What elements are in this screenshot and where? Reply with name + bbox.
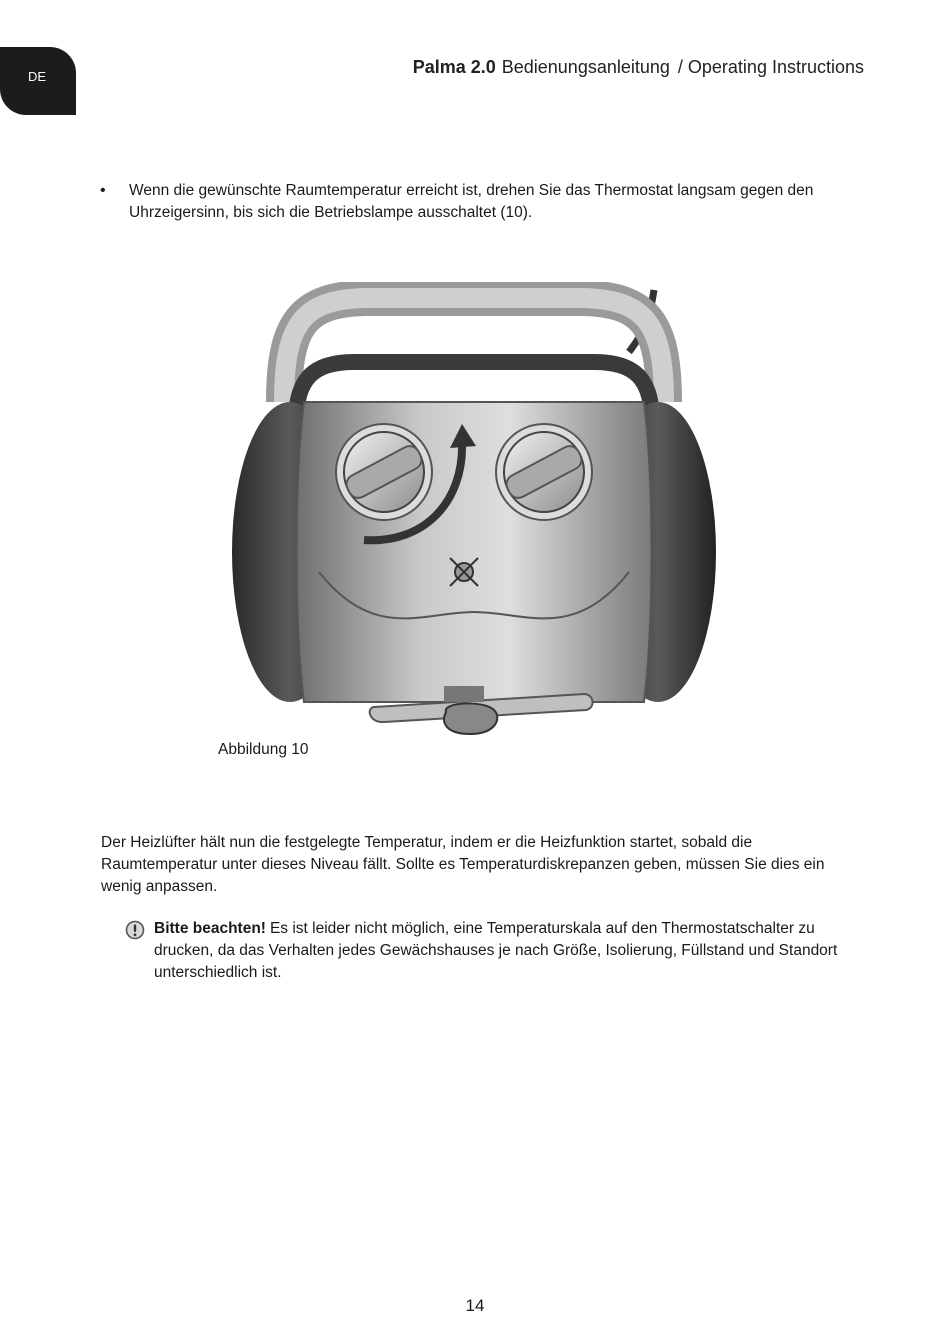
page-number: 14	[465, 1296, 485, 1315]
power-knob	[496, 424, 592, 520]
figure-caption: Abbildung 10	[218, 741, 309, 758]
exclamation-circle-icon	[125, 920, 145, 940]
page-header	[413, 57, 864, 78]
body-paragraph: Der Heizlüfter hält nun die festgelegte Temperatur, indem er die Heizfunktion startet, sobald die Raumtemperatur unter dieses Niveau fällt. Sollte es Temperaturdiskrepanzen geben, müssen Sie dies ein wenig anpassen.	[101, 834, 825, 895]
product-name: Palma 2.0	[412, 57, 496, 77]
thermostat-knob	[336, 424, 432, 520]
bullet-text: Wenn die gewünschte Raumtemperatur erreicht ist, drehen Sie das Thermostat langsam gegen den Uhrzeigersinn, bis sich die Betriebslampe ausschaltet (10).	[129, 182, 814, 221]
heater-illustration	[224, 282, 724, 742]
bullet-item	[100, 180, 840, 224]
language-tab: DE	[0, 47, 76, 115]
bullet-symbol: •	[100, 182, 106, 199]
carry-handle	[284, 298, 664, 402]
note-text: Es ist leider nicht möglich, eine Temperaturskala auf den Thermostatschalter zu drucken, da das Verhalten jedes Gewächshauses je nach Größe, Isolierung, Füllstand und Standort unterschiedlich ist.	[154, 920, 838, 981]
note-box	[125, 918, 845, 984]
header-title-de: Bedienungsanleitung	[501, 57, 670, 77]
header-title-en: / Operating Instructions	[677, 57, 864, 77]
indicator-lamp-icon	[450, 558, 478, 586]
note-label: Bitte beachten!	[154, 920, 266, 937]
